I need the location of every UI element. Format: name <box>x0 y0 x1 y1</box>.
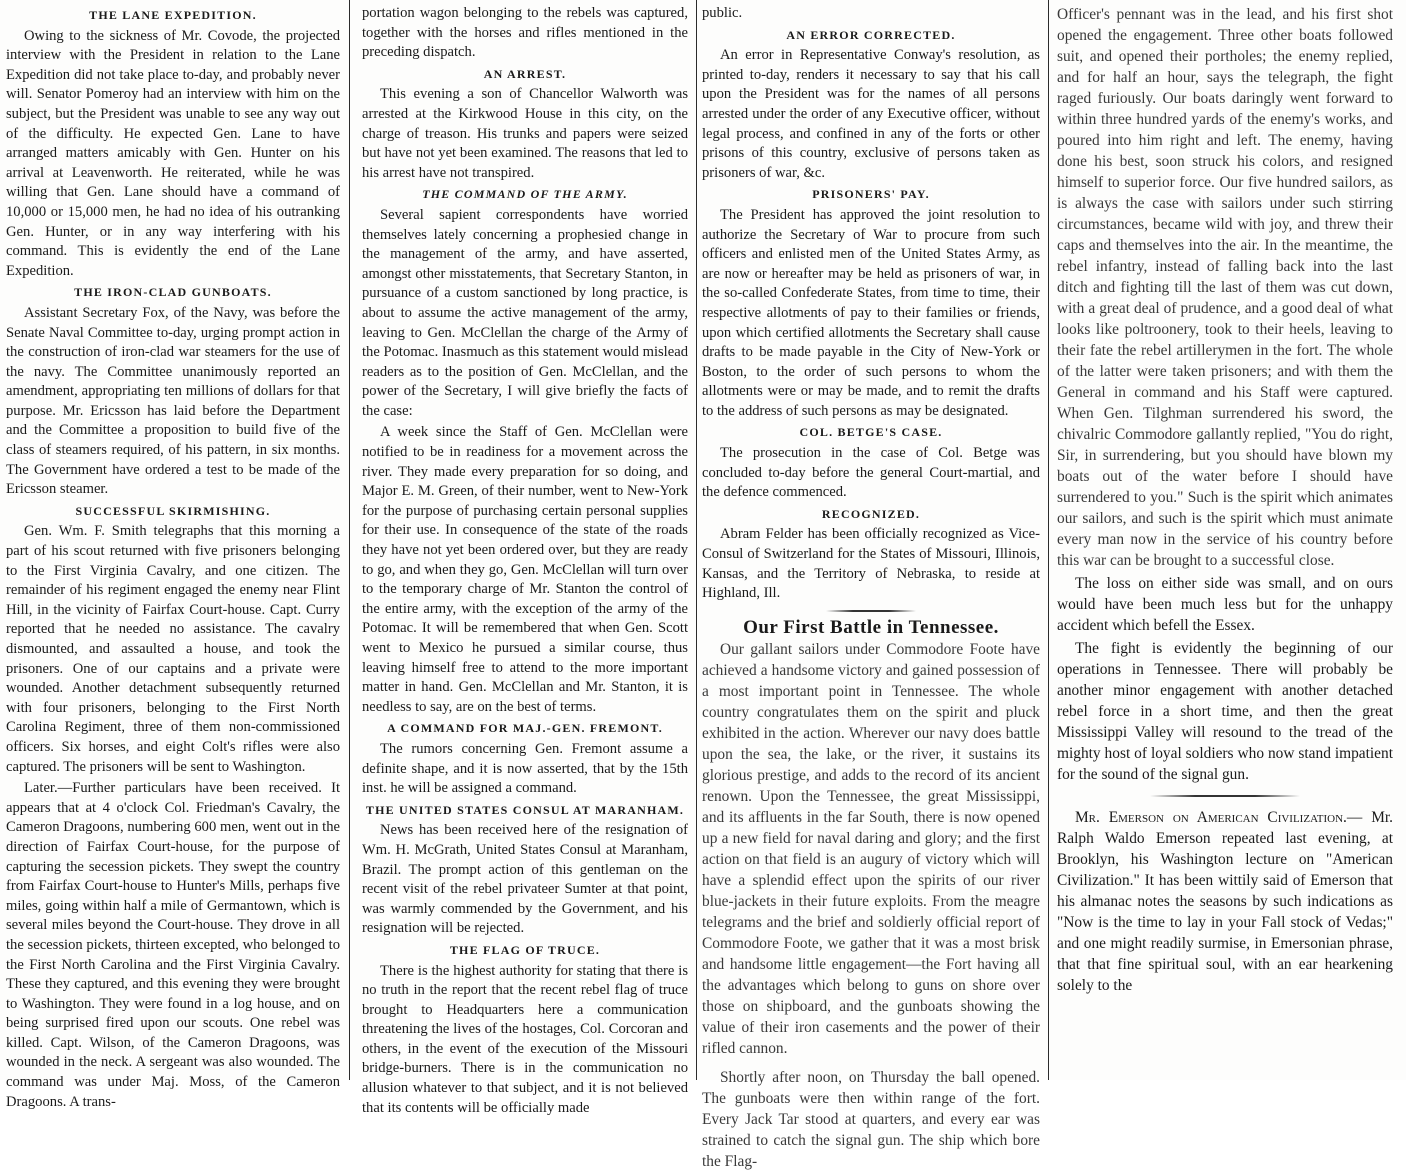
heading-consul-at-maranham: THE UNITED STATES CONSUL AT MARANHAM. <box>365 802 685 817</box>
continued-text: public. <box>702 5 743 21</box>
heading-col-betges-case: COL. BETGE'S CASE. <box>799 425 943 440</box>
feature-paragraph: Our gallant sailors under Commodore Foote have achieved a handsome victory and gained possession of a most important point in Tennessee. The whole country congratulates them on the spirit and pluck exhibited in the action. Wherever our navy does battle upon the sea, the lake, or the river, it sustains its glorious prestige, and adds to the record of its ancient renown. Upon the Tennessee, the great Mississippi, and its affluents in the far South, there is now opened up a new field for naval daring and glory; and the first action on that field is an augury of victory which will have a splendid effect upon the spirits of our river blue-jackets in their future exploits. From the meagre telegrams and the brief and soldierly official report of Commodore Foote, we gather that it was a most brisk and handsome little engagement—the Fort having all the advantages which belong to guns on shore over those on shipboard, and the gunboats showing the value of their iron casements and the power of their rifled cannon. <box>702 641 1040 1058</box>
feature-continued-text: Officer's pennant was in the lead, and his first shot opened the engagement. Three other boats followed suit, and opened their portholes; the enemy replied, and for half an hour, says the telegraph, the fight raged furiously. Our boats daringly went forward to within three hundred yards of the enemy's works, and poured into him right and left. The enemy, having done his best, soon struck his colors, and resigned himself to superior force. Our five hundred sailors, as is always the case with sailors under such stirring circumstances, became wild with joy, and threw their caps and themselves into the air. In the meantime, the rebel infantry, instead of falling back into the last ditch and fighting till the last of them was cut down, with a great deal of prudence, and a good deal of what looks like poltroonery, took to their heels, leaving to their fate the rebel artillerymen in the fort. The whole of the latter were taken prisoners; and with them the General in command and his Staff were captured. When Gen. Tilghman surrendered his sword, the chivalric Commodore gallantly replied, "You do right, Sir, in surrendering, but you should have blown my boats out of the water before I should have surrendered to you." Such is the spirit which animates our sailors, and such is the spirit which must animate every man now in the service of his country before this war can be brought to a successful close. <box>1057 6 1393 569</box>
article-paragraph: An error in Representative Conway's resolution, as printed to-day, renders it necessary to say that his call upon the President was for the names of all persons arrested under the order of any Executive officer, without legal process, and confined in any of the forts or other prisons of this country, exclusive of persons taken as prisoners of war, &c. <box>702 47 1040 181</box>
heading-recognized: RECOGNIZED. <box>821 506 921 521</box>
heading-command-for-fremont: A COMMAND FOR MAJ.-GEN. FREMONT. <box>387 721 663 736</box>
column-rule-3 <box>1048 0 1049 1080</box>
section-divider <box>826 610 916 612</box>
article-paragraph: Abram Felder has been officially recognized as Vice-Consul of Switzerland for the States of Missouri, Illinois, Kansas, and the Territory of Nebraska, to reside at Highland, Ill. <box>702 526 1040 602</box>
heading-flag-of-truce: THE FLAG OF TRUCE. <box>449 942 601 957</box>
column-rule-2 <box>696 0 697 1080</box>
feature-paragraph: The loss on either side was small, and on ours would have been much less but for the unhappy accident which befell the Essex. <box>1057 575 1393 634</box>
article-paragraph: Assistant Secretary Fox, of the Navy, was before the Senate Naval Committee to-day, urging prompt action in the construction of iron-clad war steamers for the use of the navy. The Committee unanimously reported an amendment, appropriating ten millions of dollars for that purpose. Mr. Ericsson has laid before the Department and the Committee a proposition to build five of the class of steamers required, of his pattern, in six months. The Government have ordered a test to be made of the Ericsson steamer. <box>6 304 340 498</box>
heading-an-arrest: AN ARREST. <box>483 66 567 81</box>
continued-text: portation wagon belonging to the rebels was captured, together with the horses and rifles mentioned in the preceding dispatch. <box>362 5 688 61</box>
article-paragraph: Owing to the sickness of Mr. Covode, the projected interview with the President in relation to the Lane Expedition did not take place to-day, and probably never will. Senator Pomeroy had an interview with him on the subject, but the President was unable to see any way out of the difficulty. He expected Gen. Lane to have arranged matters amicably with Gen. Hunter on his arrival at Leavenworth. He reiterated, while he was willing that Gen. Lane should have a command of 10,000 or 15,000 men, he had no idea of his outranking Gen. Hunter, or in any way interfering with his command. This is evidently the end of the Lane Expedition. <box>6 27 340 279</box>
article-paragraph: There is the highest authority for stating that there is no truth in the report that the recent rebel flag of truce brought to Headquarters here a communication threatening the lives of the hostages, Col. Corcoran and others, in the event of the execution of the Missouri bridge-burners. There is in the communication no allusion whatever to that subject, and it is not believed that its contents will be officially made <box>362 962 688 1116</box>
section-divider <box>1150 795 1300 797</box>
emerson-paragraph <box>1057 807 1393 996</box>
feature-paragraph: Shortly after noon, on Thursday the ball opened. The gunboats were then within range of the fort. Every Jack Tar stood at quarters, and every ear was strained to catch the signal gun. The ship which bore the Flag- <box>702 1069 1040 1171</box>
heading-command-of-the-army: THE COMMAND OF THE ARMY. <box>422 187 628 202</box>
article-paragraph: Later.—Further particulars have been received. It appears that at 4 o'clock Col. Friedman's Cavalry, the Cameron Dragoons, numbering 600 men, went out in the direction of Fairfax Court-house, for the purpose of capturing the secession pickets. They swept the country from Fairfax Court-house to Hunter's Mills, perhaps five miles, going within half a mile of Germantown, which is several miles beyond the Court-house. They drove in all the secession pickets, thirteen excepted, who belonged to the First North Carolina and the First Virginia Cavalry. These they captured, and this evening they were brought to Washington. They were found in a log house, and on being surprised fired upon our scouts. One rebel was killed. Capt. Wilson, of the Cameron Dragoons, was wounded in the neck. A sergeant was also wounded. The command was under Maj. Moss, of the Cameron Dragoons. A trans- <box>6 780 340 1110</box>
heading-lane-expedition: THE LANE EXPEDITION. <box>89 8 257 22</box>
article-paragraph: Gen. Wm. F. Smith telegraphs that this morning a part of his scout returned with five prisoners belonging to the First Virginia Cavalry, and one citizen. The remainder of his regiment engaged the enemy near Flint Hill, in the vicinity of Fairfax Court-house. Capt. Curry reported that he needed no assistance. The cavalry dismounted, and assaulted a house, and took the prisoners. One of our captains and a private were wounded. Another detachment subsequently returned with four prisoners, belonging to the First North Carolina Regiment, three of them non-commissioned officers. Six horses, and eight Colt's rifles were also captured. The prisoners will be sent to Washington. <box>6 523 340 775</box>
column-2 <box>362 4 688 1118</box>
feature-title: Our First Battle in Tennessee. <box>743 616 999 638</box>
article-paragraph: A week since the Staff of Gen. McClellan were notified to be in readiness for a movement across the river. They made every preparation for so doing, and Major E. M. Green, of their number, went to New-York for the purpose of purchasing certain personal supplies for their use. In consequence of the state of the roads they have not yet been ordered over, but they are ready to go, and when they go, Gen. McClellan will turn over to the temporary charge of Mr. Stanton the control of the entire army, with the exception of the army of the Potomac. It will be remembered that when Gen. Scott went to Mexico he pursued a similar course, thus leaving himself free to attend to the more important matter in hand. Gen. McClellan and Mr. Stanton, it is needless to say, are on the best of terms. <box>362 424 688 715</box>
article-paragraph: The President has approved the joint resolution to authorize the Secretary of War to procure from such officers and enlisted men of the United States Army, as are now or hereafter may be held as prisoners of war, in the so-called Confederate States, from time to time, their respective allotments of pay to their families or friends, upon which certified allotments the Secretary shall cause drafts to be made payable in the City of New-York or Boston, to the order of such persons to whom the allotments were or may be made, and to remit the drafts to the address of such persons as may be designated. <box>702 206 1040 419</box>
column-3 <box>702 4 1040 1172</box>
feature-paragraph: The fight is evidently the beginning of our operations in Tennessee. There will probably be another minor engagement with another detached rebel force in a short time, and then the great Mississippi Valley will resound to the tread of the mighty host of loyal soldiers who now stand impatient for the sound of the signal gun. <box>1057 640 1393 783</box>
heading-iron-clad-gunboats: THE IRON-CLAD GUNBOATS. <box>74 285 272 300</box>
article-paragraph: The prosecution in the case of Col. Betge was concluded to-day before the general Court-martial, and the defence commenced. <box>702 445 1040 501</box>
heading-prisoners-pay: PRISONERS' PAY. <box>812 187 930 202</box>
heading-error-corrected: AN ERROR CORRECTED. <box>786 27 956 42</box>
article-paragraph: This evening a son of Chancellor Walworth was arrested at the Kirkwood House in this city, on the charge of treason. His trunks and papers were seized but have not yet been examined. The reasons that led to his arrest have not transpired. <box>362 86 688 181</box>
article-paragraph: The rumors concerning Gen. Fremont assume a definite shape, and it is now asserted, that by the 15th inst. he will be assigned a command. <box>362 740 688 797</box>
article-paragraph: Several sapient correspondents have worried themselves lately concerning a prophesied change in the management of the army, and have asserted, amongst other misstatements, that Secretary Stanton, in pursuance of a custom sanctioned by long practice, is about to assume the active management of the army, leaving to Gen. McClellan the charge of the Army of the Potomac. Inasmuch as this statement would mislead readers as to the position of Gen. McClellan, and the power of the Secretary, I will give briefly the facts of the case: <box>362 206 688 419</box>
heading-successful-skirmishing: SUCCESSFUL SKIRMISHING. <box>75 503 271 518</box>
emerson-lead: Mr. Emerson on American Civilization.— <box>1075 809 1363 826</box>
column-4 <box>1057 4 1393 996</box>
column-rule-1 <box>349 0 350 1080</box>
article-paragraph: News has been received here of the resignation of Wm. H. McGrath, United States Consul at Maranham, Brazil. The prompt action of this gentleman on the recent visit of the rebel privateer Sumter at that point, was warmly commended by the Government, and his resignation will be rejected. <box>362 822 688 937</box>
column-1 <box>6 4 340 1112</box>
emerson-text: Mr. Ralph Waldo Emerson repeated last evening, at Brooklyn, his Washington lecture on "American Civilization." It has been wittily said of Emerson that his almanac notes the seasons by such indications as "Now is the time to lay in your Fall stock of Vedas;" and one might readily surmise, in Emersonian phrase, that that fine spiritual soul, with an ear hearkening solely to the <box>1057 809 1393 994</box>
